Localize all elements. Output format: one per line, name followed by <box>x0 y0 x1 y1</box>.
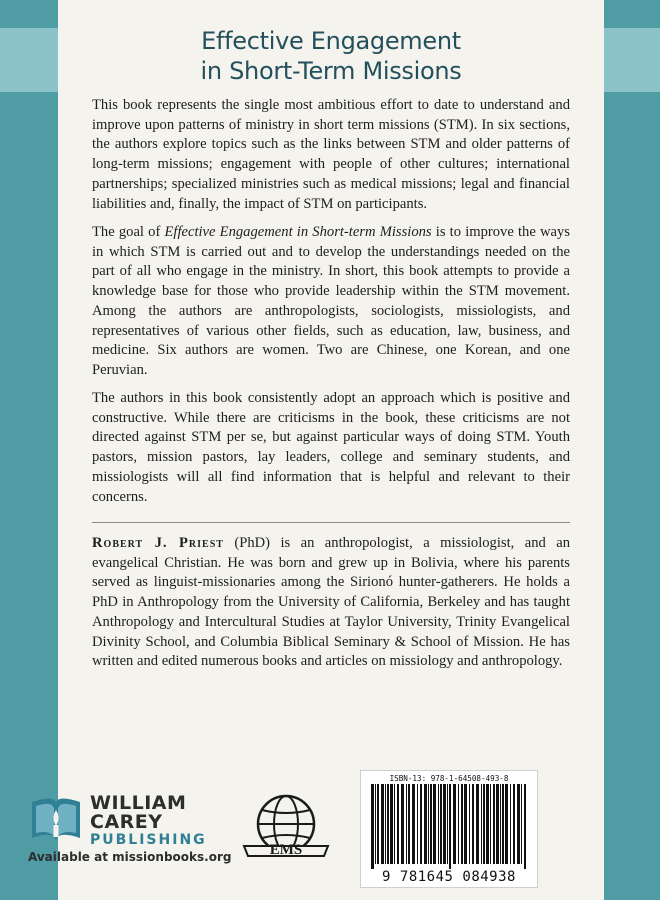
description-paragraph-1 <box>92 96 570 214</box>
book-title <box>58 26 604 86</box>
paragraph-3-text: The authors in this book consistently adopt an approach which is positive and constructive. While there are criticisms in the book, these criticisms are not directed against STM per se, but against particular ways of doing STM. Youth pastors, mission pastors, lay leaders, college and seminary students, and missiologists will all find information that is helpful and relevant to their concerns. <box>92 390 570 505</box>
decorative-band-right <box>604 28 660 92</box>
william-carey-publishing-logo <box>28 790 232 864</box>
ems-logo <box>236 790 336 862</box>
description-paragraph-3 <box>92 389 570 507</box>
description-paragraph-2 <box>92 223 570 381</box>
paragraph-2-lead: The goal of <box>92 224 165 240</box>
author-bio-text <box>92 534 570 672</box>
author-name: Robert J. Priest <box>92 535 224 551</box>
publisher-name-line-2: CAREY <box>90 811 163 833</box>
open-book-flame-icon <box>28 792 84 846</box>
barcode-bars-icon <box>369 784 531 869</box>
isbn-label: ISBN-13: 978-1-64508-493-8 <box>389 774 509 783</box>
paragraph-2-rest: is to improve the ways in which STM is carried out and to develop the understandings needed on the part of all who engage in the ministry. In short, this book attempts to provide a knowledge base for those who provide leadership within the STM movement. Among the authors are anthropologists, sociologists, missiologists, and representatives of various other fields, such as education, law, business, and medicine. Six authors are women. Two are Chinese, one Korean, and one Peruvian. <box>92 224 570 378</box>
globe-icon <box>236 790 336 862</box>
isbn-barcode <box>360 770 538 888</box>
title-line-1: Effective Engagement <box>201 27 461 55</box>
publisher-name-line-1: WILLIAM <box>90 792 187 814</box>
book-title-italic: Effective Engagement in Short-term Missions <box>164 224 432 240</box>
barcode-digits: 9 781645 084938 <box>382 869 516 885</box>
text-panel <box>58 0 604 900</box>
section-divider <box>92 522 570 523</box>
publisher-website: Available at missionbooks.org <box>28 850 232 864</box>
decorative-band-left <box>0 28 58 92</box>
paragraph-1-text: This book represents the single most ambitious effort to date to understand and improve upon patterns of ministry in short term missions (STM). In six sections, the authors explore topics such as the links between STM and older patterns of long-term missions; engagement with people of other cultures; international partnerships; specialized ministries such as medical missions; legal and financial liabilities and, finally, the impact of STM on participants. <box>92 97 570 212</box>
author-bio-body: (PhD) is an anthropologist, a missiologist, and an evangelical Christian. He was born and grew up in Bolivia, where his parents served as linguist-missionaries among the Sirionó hunter-gatherers. He holds a PhD in Anthropology from the University of California, Berkeley and has taught Anthropology and Intercultural Studies at Taylor University, Trinity Evangelical Divinity School, and Columbia Biblical Seminary & School of Mission. He has written and edited numerous books and articles on missiology and anthropology. <box>92 535 570 670</box>
ems-letters: EMS <box>269 842 303 858</box>
title-line-2: in Short-Term Missions <box>200 57 462 85</box>
publisher-name-line-3: PUBLISHING <box>90 832 207 848</box>
author-bio <box>92 534 570 672</box>
paragraph-2-text <box>92 223 570 381</box>
